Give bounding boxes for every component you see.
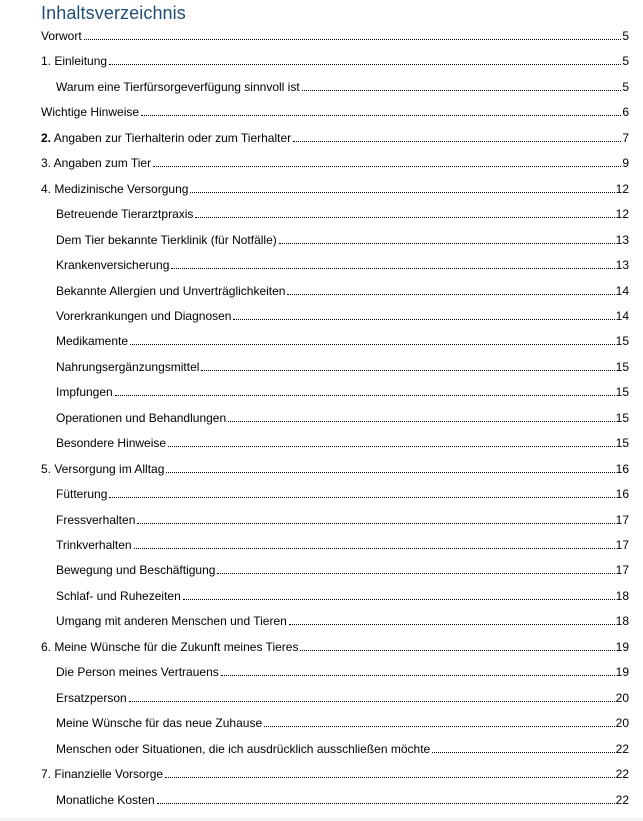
dot-leader	[153, 166, 621, 167]
toc-entry-label: Umgang mit anderen Menschen und Tieren	[56, 614, 287, 629]
toc-subentry[interactable]	[56, 685, 629, 705]
toc-entry-label: Monatliche Kosten	[56, 792, 155, 807]
toc-entry-label: Menschen oder Situationen, die ich ausdrücklich ausschließen möchte	[56, 741, 431, 756]
dot-leader	[289, 624, 615, 625]
toc-page-number: 9	[622, 156, 629, 171]
toc-page-number: 6	[622, 105, 629, 120]
dot-leader	[84, 39, 622, 40]
toc-page-number: 17	[615, 563, 629, 578]
dot-leader	[141, 115, 621, 116]
dot-leader	[109, 497, 614, 498]
toc-entry-label: Meine Wünsche für das neue Zuhause	[56, 716, 263, 731]
dot-leader	[134, 548, 615, 549]
dot-leader	[190, 192, 614, 193]
toc-subentry[interactable]	[56, 583, 629, 603]
toc-entry-label: Warum eine Tierfürsorgeverfügung sinnvoll ist	[56, 79, 300, 94]
toc-page-number: 22	[615, 792, 629, 807]
toc-page-number: 15	[615, 385, 629, 400]
toc-page-number: 12	[615, 181, 629, 196]
toc-entry-label: Operationen und Behandlungen	[56, 410, 227, 425]
toc-page-number: 18	[615, 588, 629, 603]
dot-leader	[293, 141, 621, 142]
toc-entry-label: 5. Versorgung im Alltag	[41, 461, 165, 476]
toc-page-number: 15	[615, 410, 629, 425]
toc-entry-label	[41, 131, 292, 145]
toc-page-number: 5	[622, 79, 629, 94]
dot-leader	[183, 599, 615, 600]
toc-page-number: 22	[615, 741, 629, 756]
toc-page-number: 17	[615, 512, 629, 527]
toc-page-number: 16	[615, 461, 629, 476]
toc-subentry[interactable]	[56, 303, 629, 323]
dot-leader	[300, 650, 614, 651]
toc-entry-label: 6. Meine Wünsche für die Zukunft meines Tieres	[41, 639, 299, 654]
dot-leader	[287, 294, 614, 295]
toc-page-number: 15	[615, 436, 629, 451]
dot-leader	[168, 446, 615, 447]
toc-entry-label: Vorwort	[41, 29, 82, 43]
toc-entry[interactable]	[41, 150, 629, 170]
toc-entry-label: Impfungen	[56, 385, 113, 400]
dot-leader	[165, 777, 615, 778]
toc-entry-label: Krankenversicherung	[56, 258, 170, 273]
toc-subentry[interactable]	[56, 710, 629, 730]
dot-leader	[217, 573, 614, 574]
toc-entry-label: Vorerkrankungen und Diagnosen	[56, 308, 232, 323]
toc-entry-number: 2.	[41, 130, 52, 145]
dot-leader	[195, 217, 614, 218]
toc-page-number: 13	[615, 232, 629, 247]
toc-subentry[interactable]	[56, 481, 629, 501]
toc-subentry[interactable]	[56, 379, 629, 399]
toc-entry-label: Die Person meines Vertrauens	[56, 665, 219, 680]
toc-page-number: 20	[615, 690, 629, 705]
toc-subentry[interactable]	[56, 252, 629, 272]
dot-leader	[171, 268, 614, 269]
dot-leader	[302, 90, 622, 91]
toc-page-number: 13	[615, 258, 629, 273]
toc-subentry[interactable]	[56, 405, 629, 425]
toc-page-number: 18	[615, 614, 629, 629]
toc-page-number: 17	[615, 538, 629, 552]
toc-entry-label: Fütterung	[56, 487, 108, 502]
toc-subentry[interactable]	[56, 74, 629, 94]
dot-leader	[166, 472, 614, 473]
dot-leader	[109, 64, 621, 65]
dot-leader	[279, 243, 615, 244]
toc-subentry[interactable]	[56, 507, 629, 527]
toc-entry[interactable]	[41, 48, 629, 68]
toc-page-number: 5	[622, 29, 629, 43]
toc-entry-label: Ersatzperson	[56, 690, 127, 705]
toc-entry-label: 4. Medizinische Versorgung	[41, 181, 189, 196]
toc-subentry[interactable]	[56, 354, 629, 374]
toc-subentry[interactable]	[56, 557, 629, 577]
dot-leader	[228, 421, 614, 422]
toc-subentry[interactable]	[56, 608, 629, 628]
toc-entry-label: Besondere Hinweise	[56, 436, 167, 451]
dot-leader	[264, 726, 615, 727]
toc-page-number: 20	[615, 716, 629, 731]
toc-entry-label: Schlaf- und Ruhezeiten	[56, 588, 181, 603]
toc-page-number: 22	[615, 767, 629, 782]
dot-leader	[130, 344, 615, 345]
toc-page-number: 19	[615, 639, 629, 654]
toc-heading: Inhaltsverzeichnis	[41, 3, 186, 23]
toc-entry-label: Nahrungsergänzungsmittel	[56, 359, 200, 374]
toc-subentry[interactable]	[56, 787, 629, 807]
toc-subentry[interactable]	[56, 278, 629, 298]
toc-subentry[interactable]	[56, 227, 629, 247]
toc-entry-label: Betreuende Tierarztpraxis	[56, 207, 194, 222]
toc-entry-label: Trinkverhalten	[56, 538, 132, 552]
toc-entry[interactable]	[41, 761, 629, 781]
dot-leader	[201, 370, 614, 371]
dot-leader	[137, 523, 614, 524]
toc-entry[interactable]	[41, 125, 629, 145]
toc-page-number: 15	[615, 334, 629, 349]
toc-entry-label: Bewegung und Beschäftigung	[56, 563, 216, 578]
toc-entry-label: Medikamente	[56, 334, 129, 349]
toc-subentry[interactable]	[56, 532, 629, 552]
toc-page-number: 5	[622, 54, 629, 69]
dot-leader	[233, 319, 614, 320]
toc-entry[interactable]	[41, 23, 629, 43]
toc-page-number: 14	[615, 283, 629, 298]
toc-page-number: 19	[615, 665, 629, 680]
toc-entry-label: Dem Tier bekannte Tierklinik (für Notfälle)	[56, 232, 277, 247]
toc-entry[interactable]	[41, 634, 629, 654]
toc-subentry[interactable]	[56, 659, 629, 679]
toc-page-number: 12	[615, 207, 629, 222]
toc-subentry[interactable]	[56, 430, 629, 450]
toc-entry[interactable]	[41, 176, 629, 196]
toc-entry[interactable]	[41, 456, 629, 476]
toc-entry-label: Fressverhalten	[56, 512, 136, 527]
dot-leader	[221, 675, 615, 676]
toc-entry-label: 1. Einleitung	[41, 54, 108, 69]
toc-entry-label: Wichtige Hinweise	[41, 105, 140, 120]
dot-leader	[115, 395, 615, 396]
toc-entry-label: 3. Angaben zum Tier	[41, 156, 152, 171]
toc-subentry[interactable]	[56, 736, 629, 756]
toc-page-number: 14	[615, 308, 629, 323]
toc-subentry[interactable]	[56, 201, 629, 221]
toc-entry[interactable]	[41, 99, 629, 119]
toc-entry-label: 7. Finanzielle Vorsorge	[41, 767, 164, 782]
toc-entry-text: Angaben zur Tierhalterin oder zum Tierhalter	[51, 130, 292, 145]
toc-entry-label: Bekannte Allergien und Unverträglichkeiten	[56, 283, 286, 298]
toc-page-number: 7	[622, 130, 629, 145]
toc-subentry[interactable]	[56, 328, 629, 348]
toc-page-number: 16	[615, 487, 629, 502]
dot-leader	[157, 803, 615, 804]
toc-page-number: 15	[615, 359, 629, 374]
dot-leader	[129, 701, 615, 702]
dot-leader	[432, 752, 614, 753]
